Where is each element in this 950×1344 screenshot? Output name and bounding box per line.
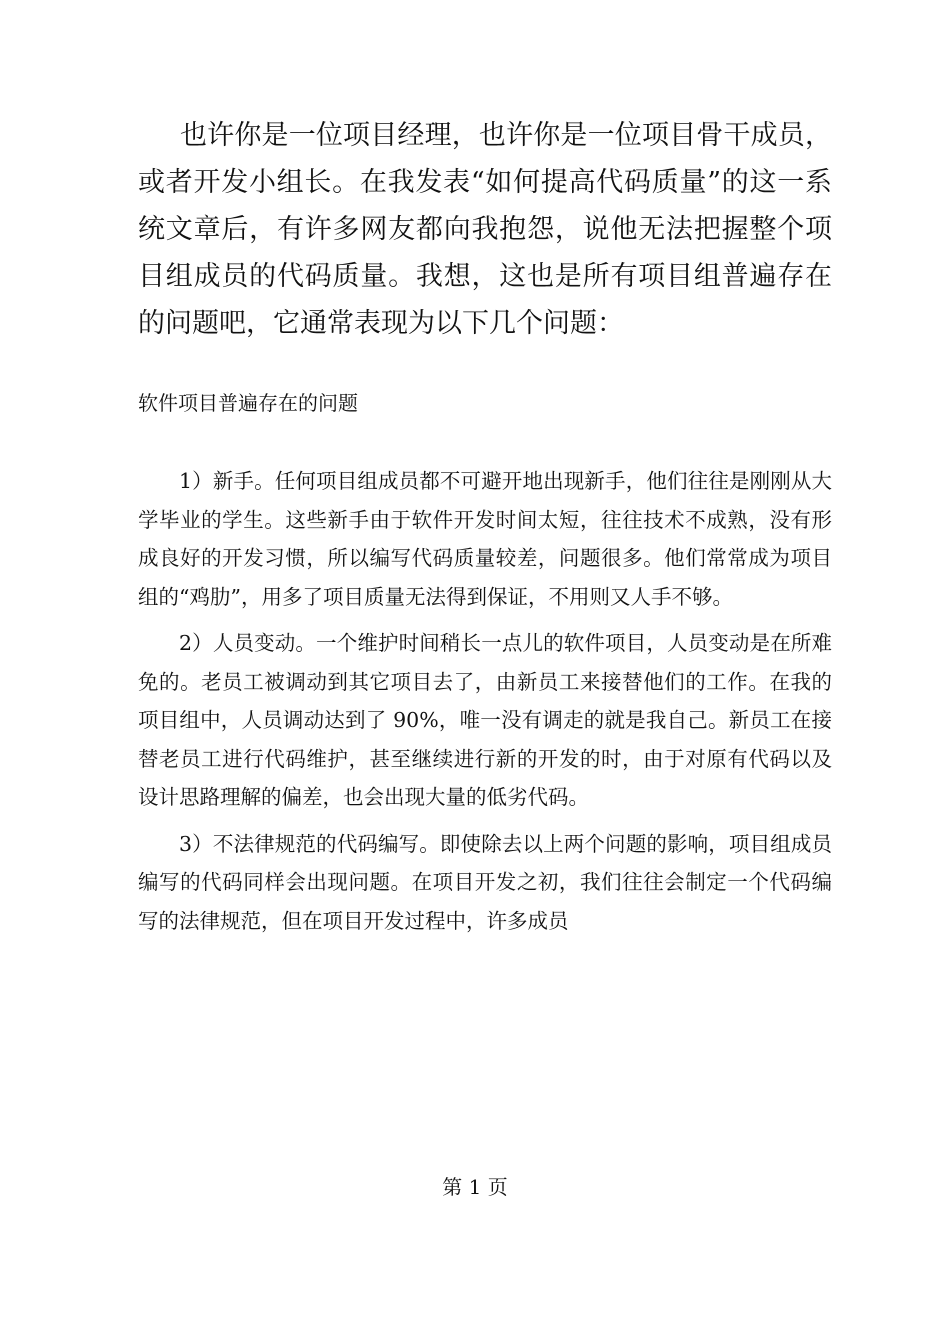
body-paragraphs bbox=[138, 462, 832, 948]
page-number: 第 1 页 bbox=[442, 1175, 508, 1199]
paragraph-coding-standards: 3）不法律规范的代码编写。即使除去以上两个问题的影响，项目组成员编写的代码同样会出现问题。在项目开发之初，我们往往会制定一个代码编写的法律规范，但在项目开发过程中，许多成员 bbox=[138, 831, 832, 933]
section-heading: 软件项目普遍存在的问题 bbox=[138, 391, 358, 415]
paragraph-staff-changes: 2）人员变动。一个维护时间稍长一点儿的软件项目，人员变动是在所难免的。老员工被调动到其它项目去了，由新员工来接替他们的工作。在我的项目组中，人员调动达到了 90%，唯一没有调走的就是我自己。新员工在接替老员工进行代码维护，甚至继续进行新的开发的时，由于对原有代码以及设计思路理解的偏差，也会出现大量的低劣代码。 bbox=[138, 631, 832, 809]
intro-paragraph: 也许你是一位项目经理，也许你是一位项目骨干成员，或者开发小组长。在我发表“如何提高代码质量”的这一系统文章后，有许多网友都向我抱怨，说他无法把握整个项目组成员的代码质量。我想，这也是所有项目组普遍存在的问题吧，它通常表现为以下几个问题： bbox=[138, 120, 832, 339]
paragraph-newcomers: 1）新手。任何项目组成员都不可避开地出现新手，他们往往是刚刚从大学毕业的学生。这些新手由于软件开发时间太短，往往技术不成熟，没有形成良好的开发习惯，所以编写代码质量较差，问题很多。他们常常成为项目组的“鸡肋”，用多了项目质量无法得到保证，不用则又人手不够。 bbox=[138, 469, 832, 609]
